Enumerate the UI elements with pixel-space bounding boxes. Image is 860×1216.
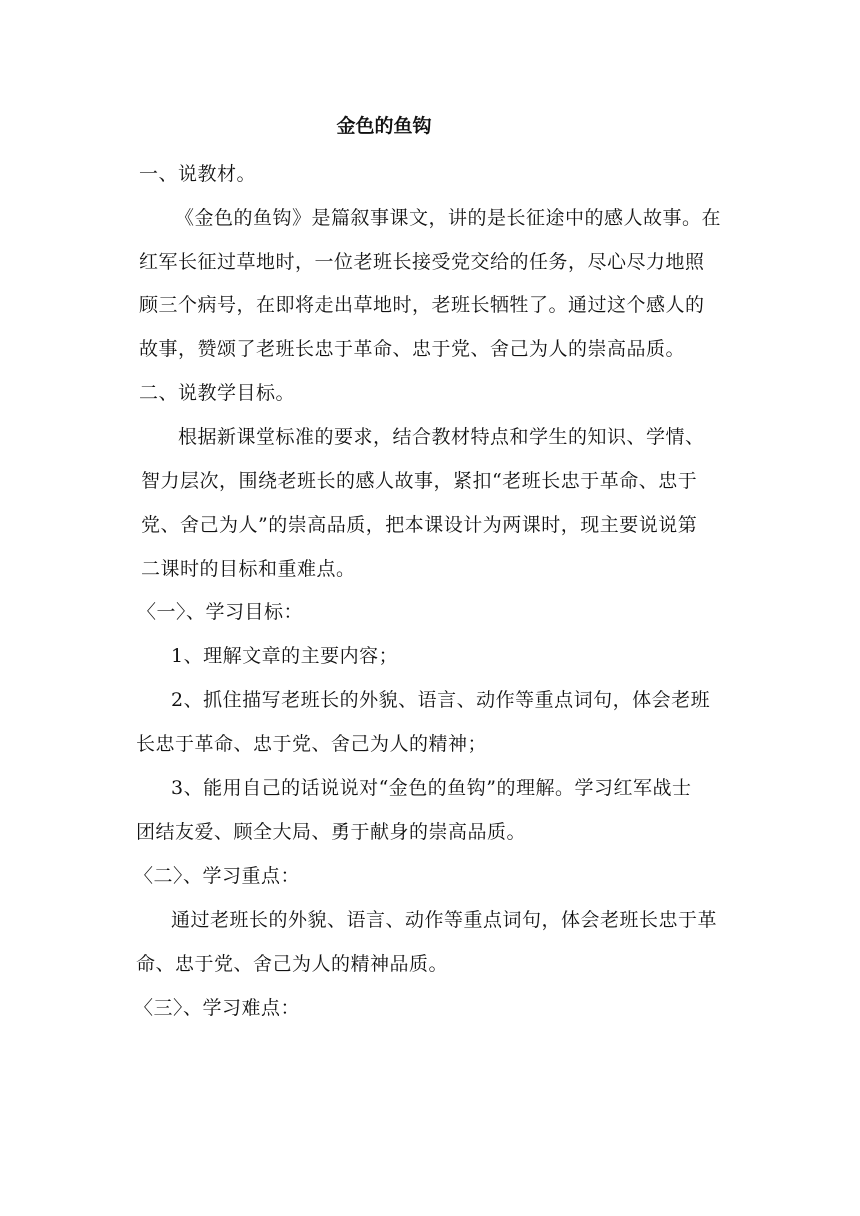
list-item-continuation: 团结友爱、顾全大局、勇于献身的崇高品质。 <box>136 821 527 843</box>
section-heading-2: 二、说教学目标。 <box>139 382 296 404</box>
list-item: 1、理解文章的主要内容； <box>171 645 399 667</box>
paragraph-line: 红军长征过草地时，一位老班长接受党交给的任务，尽心尽力地照 <box>139 251 705 273</box>
paragraph-line: 命、忠于党、舍己为人的精神品质。 <box>136 953 449 975</box>
paragraph-line: 二课时的目标和重难点。 <box>141 558 356 580</box>
list-item: 2、抓住描写老班长的外貌、语言、动作等重点词句，体会老班 <box>171 689 711 711</box>
subsection-heading-2: 〈二〉、学习重点： <box>134 865 301 887</box>
list-item: 3、能用自己的话说说对“金色的鱼钩”的理解。学习红军战士 <box>171 777 692 799</box>
subsection-heading-3: 〈三〉、学习难点： <box>134 997 301 1019</box>
paragraph-line: 故事，赞颂了老班长忠于革命、忠于党、舍己为人的崇高品质。 <box>139 338 686 360</box>
paragraph-line: 智力层次，围绕老班长的感人故事，紧扣“老班长忠于革命、忠于 <box>141 470 698 492</box>
paragraph-line: 根据新课堂标准的要求，结合教材特点和学生的知识、学情、 <box>178 426 705 448</box>
paragraph-line: 顾三个病号，在即将走出草地时，老班长牺牲了。通过这个感人的 <box>139 294 705 316</box>
paragraph-line: 通过老班长的外貌、语言、动作等重点词句，体会老班长忠于革 <box>171 909 718 931</box>
subsection-heading-1: 〈一〉、学习目标： <box>137 601 304 623</box>
paragraph-line: 党、舍己为人”的崇高品质，把本课设计为两课时，现主要说说第 <box>141 514 698 536</box>
document-title: 金色的鱼钩 <box>336 115 432 137</box>
section-heading-1: 一、说教材。 <box>139 163 257 185</box>
paragraph-line: 《金色的鱼钩》是篇叙事课文，讲的是长征途中的感人故事。在 <box>175 207 722 229</box>
list-item-continuation: 长忠于革命、忠于党、舍己为人的精神； <box>136 733 488 755</box>
